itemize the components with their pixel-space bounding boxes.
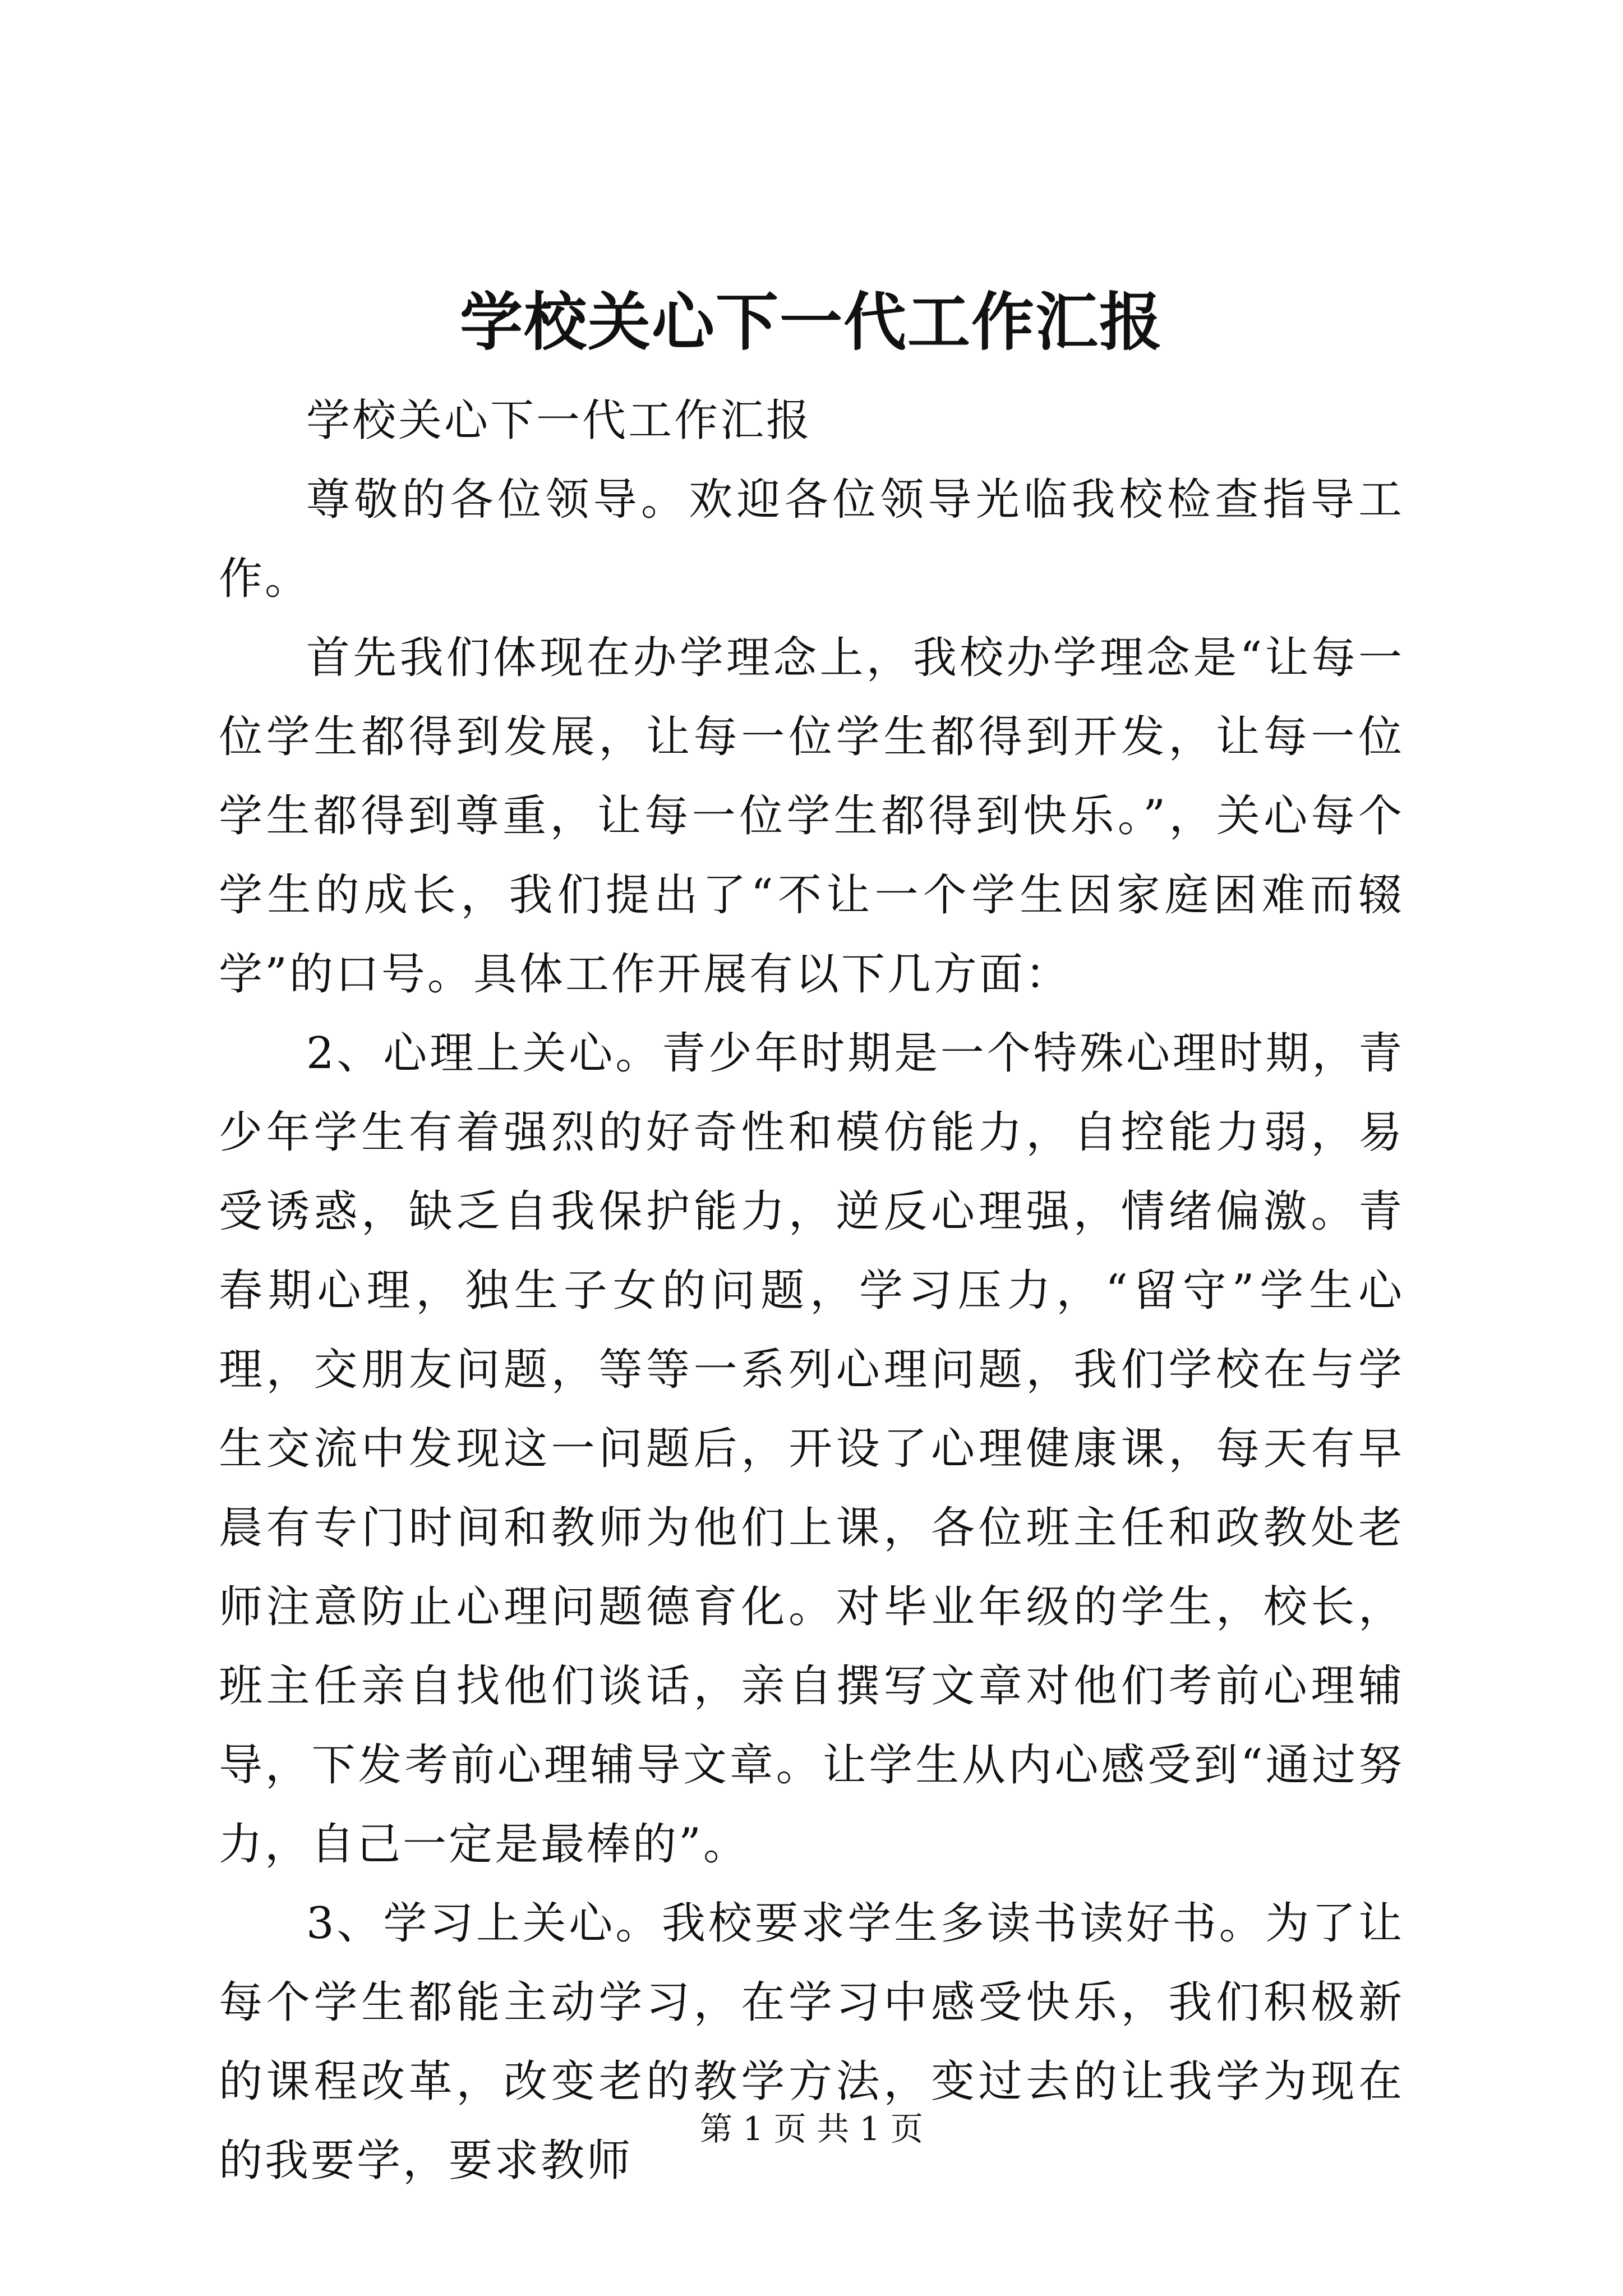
paragraph-philosophy: 首先我们体现在办学理念上，我校办学理念是“让每一位学生都得到发展，让每一位学生都得到开发，让每一位学生都得到尊重，让每一位学生都得到快乐。”，关心每个学生的成长，我们提出了“不让一个学生因家庭困难而辍学”的口号。具体工作开展有以下几方面：: [219, 633, 1404, 1000]
page-footer: 第 1 页 共 1 页: [700, 2110, 923, 2148]
document-title: 学校关心下一代工作汇报: [460, 286, 1163, 359]
paragraph-study-care: 3、学习上关心。我校要求学生多读书读好书。为了让每个学生都能主动学习，在学习中感受快乐，我们积极新的课程改革，改变老的教学方法，变过去的让我学为现在的我要学，要求教师: [219, 1898, 1404, 2186]
paragraph-greeting: 尊敬的各位领导。欢迎各位领导光临我校检查指导工作。: [219, 475, 1404, 604]
paragraph-psychological-care: 2、心理上关心。青少年时期是一个特殊心理时期，青少年学生有着强烈的好奇性和模仿能力，自控能力弱，易受诱惑，缺乏自我保护能力，逆反心理强，情绪偏激。青春期心理，独生子女的问题，学习压力，“留守”学生心理，交朋友问题，等等一系列心理问题，我们学校在与学生交流中发现这一问题后，开设了心理健康课，每天有早晨有专门时间和教师为他们上课，各位班主任和政教处老师注意防止心理问题德育化。对毕业年级的学生，校长，班主任亲自找他们谈话，亲自撰写文章对他们考前心理辅导，下发考前心理辅导文章。让学生从内心感受到“通过努力，自己一定是最棒的”。: [219, 1028, 1404, 1870]
paragraph-subtitle: 学校关心下一代工作汇报: [306, 395, 813, 446]
document-body: [219, 381, 1404, 2201]
